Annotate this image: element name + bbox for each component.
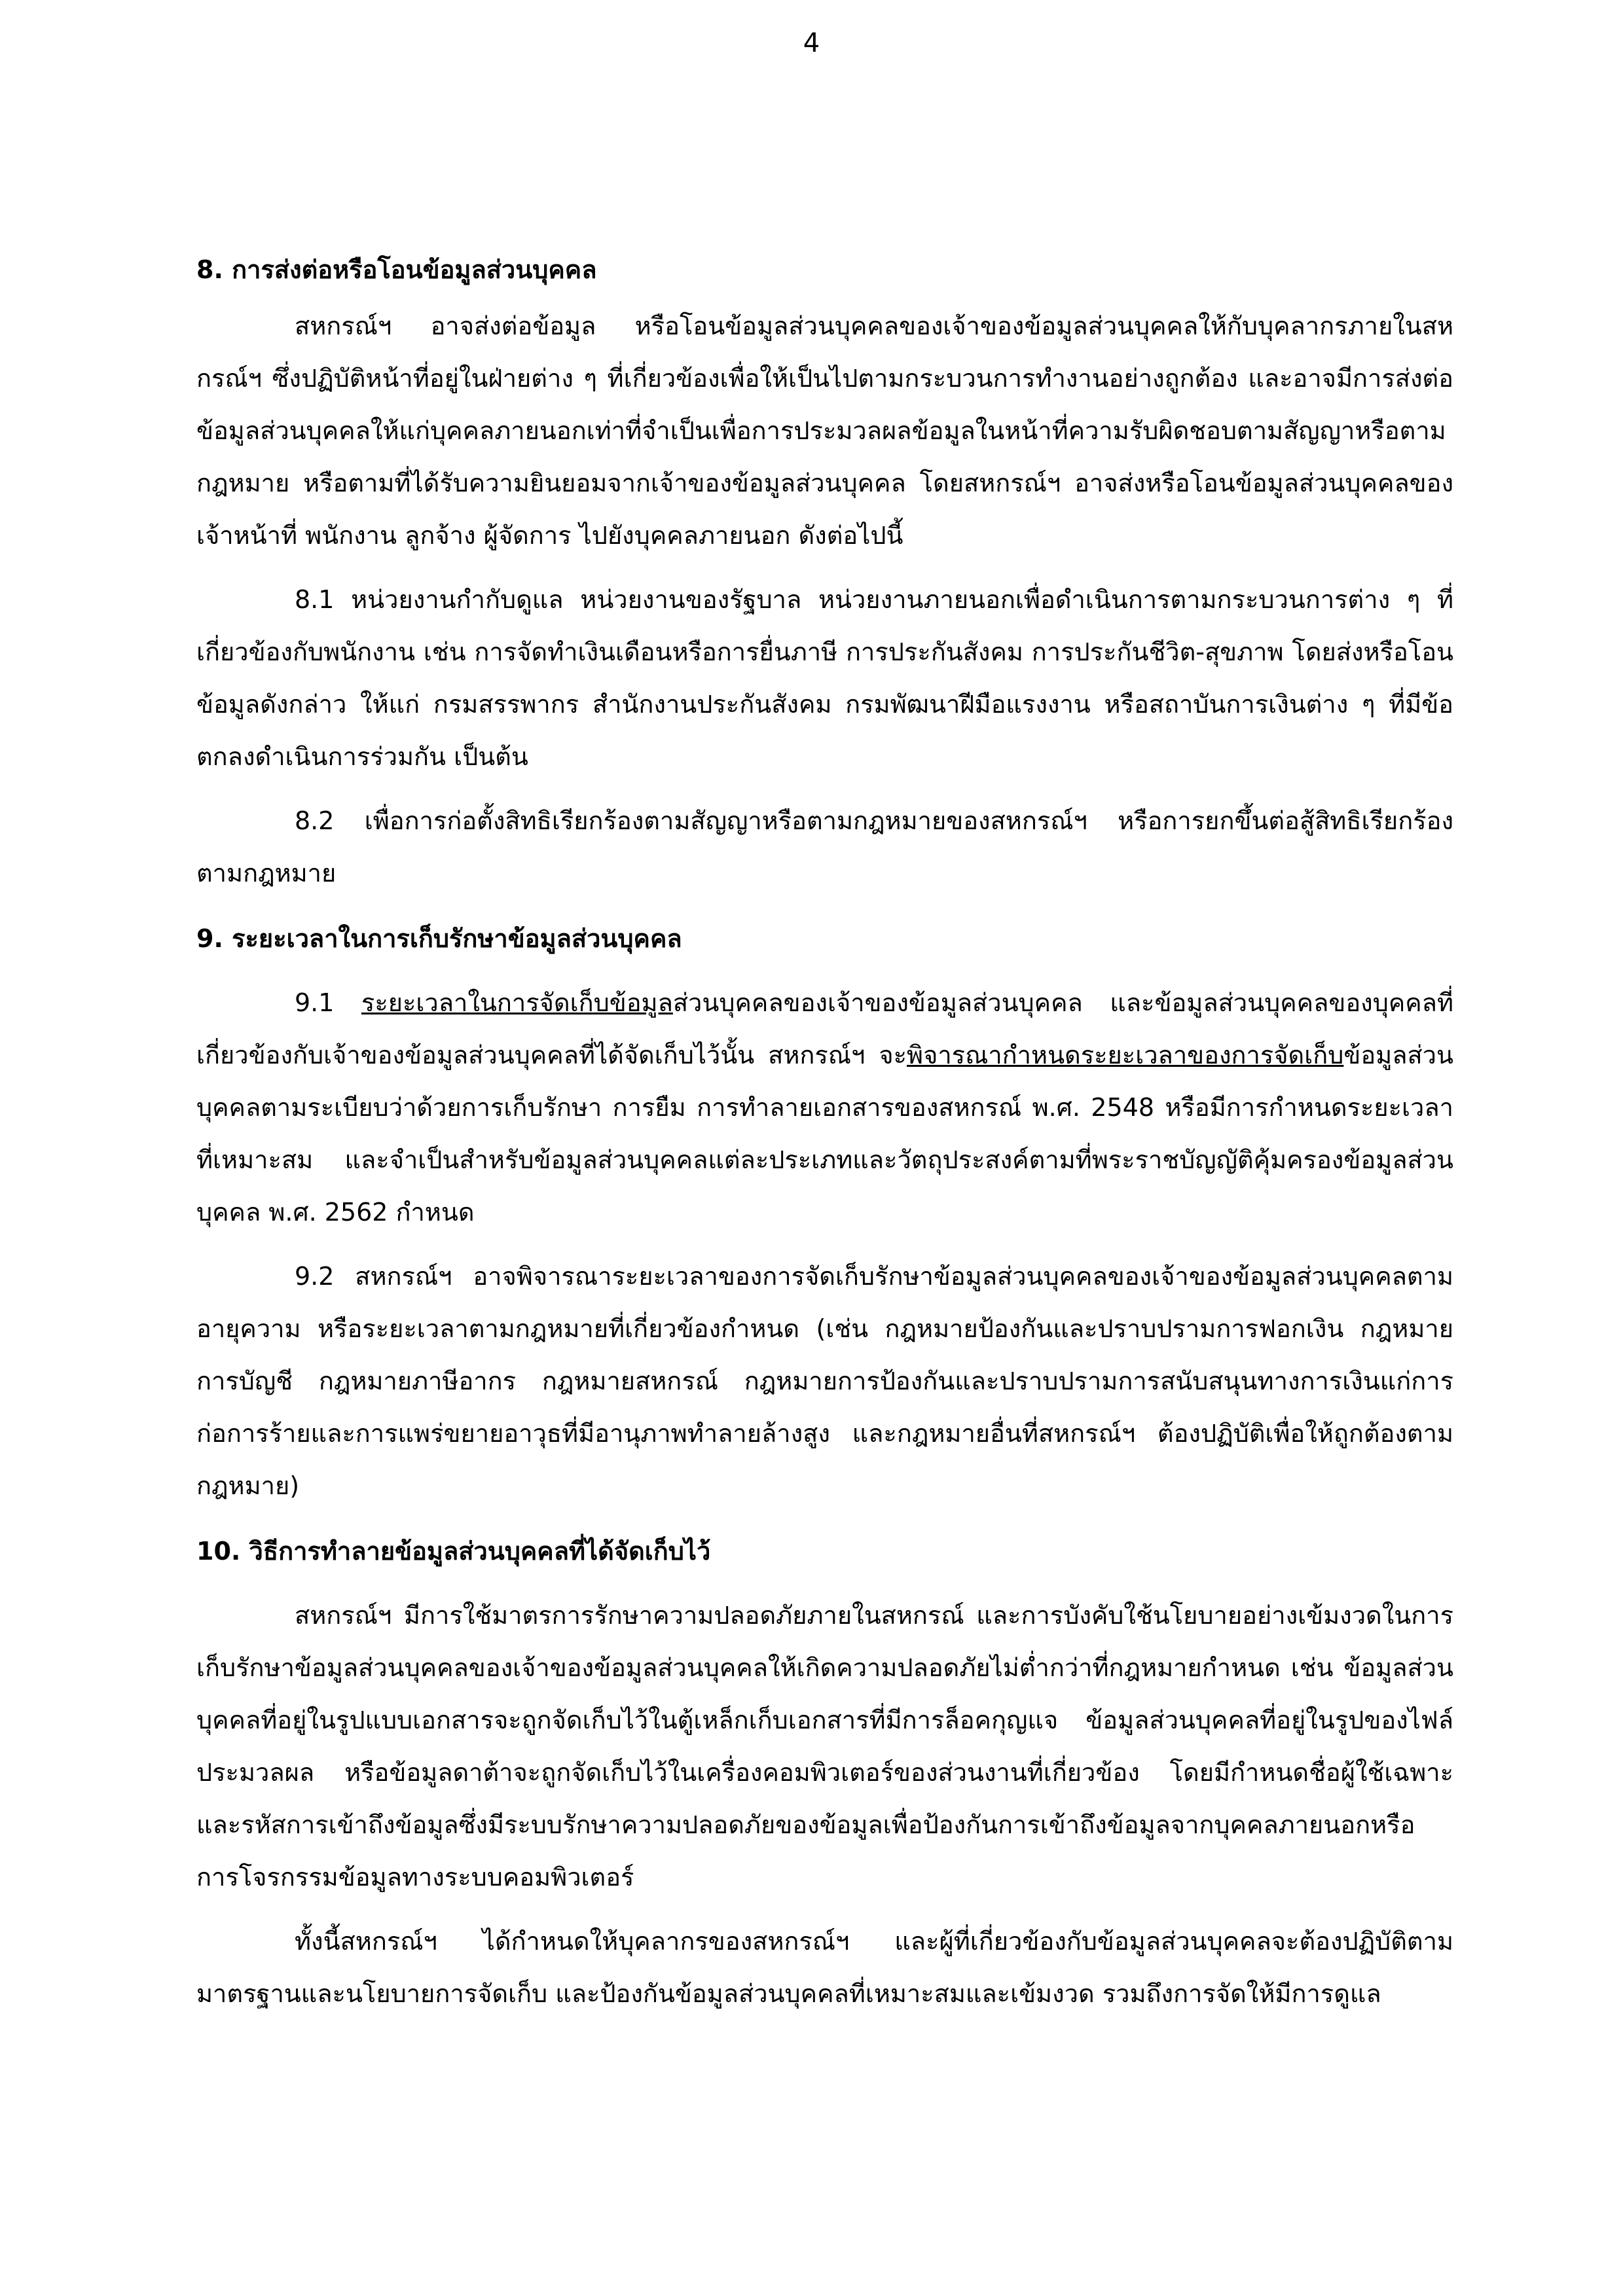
- section-9-1-underline-retention: ระยะเวลาในการจัดเก็บข้อมูล: [361, 988, 673, 1017]
- section-10-heading: 10. วิธีการทำลายข้อมูลส่วนบุคคลที่ได้จัดเก็บไว้: [196, 1537, 711, 1566]
- section-8-intro-paragraph: สหกรณ์ฯ อาจส่งต่อข้อมูล หรือโอนข้อมูลส่วนบุคคลของเจ้าของข้อมูลส่วนบุคคลให้กับบุคลากรภายในสหกรณ์ฯ ซึ่งปฏิบัติหน้าที่อยู่ในฝ่ายต่าง ๆ ที่เกี่ยวข้องเพื่อให้เป็นไปตามกระบวนการทำงานอย่างถูกต้อง และอาจมีการส่งต่อข้อมูลส่วนบุคคลให้แก่บุคคลภายนอกเท่าที่จำเป็นเพื่อการประมวลผลข้อมูลในหน้าที่ความรับผิดชอบตามสัญญาหรือตามกฎหมาย หรือตามที่ได้รับความยินยอมจากเจ้าของข้อมูลส่วนบุคคล โดยสหกรณ์ฯ อาจส่งหรือโอนข้อมูลส่วนบุคคลของเจ้าหน้าที่ พนักงาน ลูกจ้าง ผู้จัดการ ไปยังบุคคลภายนอก ดังต่อไปนี้: [196, 312, 1453, 550]
- section-9-1-paragraph: [196, 977, 1453, 1238]
- page-number: 4: [803, 28, 820, 58]
- page-content: [196, 243, 1453, 2020]
- section-9-1-text-b: ข้อมูลส่วนบุคคลตามระเบียบว่าด้วยการเก็บรักษา การยืม การทำลายเอกสารของสหกรณ์ พ.ศ. 2548 หรือมีการกำหนดระยะเวลาที่เหมาะสม และจำเป็นสำหรับข้อมูลส่วนบุคคลแต่ละประเภทและวัตถุประสงค์ตามที่พระราชบัญญัติคุ้มครองข้อมูลส่วนบุคคล พ.ศ. 2562 กำหนด: [196, 1041, 1453, 1227]
- section-8-1-paragraph: 8.1 หน่วยงานกำกับดูแล หน่วยงานของรัฐบาล หน่วยงานภายนอกเพื่อดำเนินการตามกระบวนการต่าง ๆ ที่เกี่ยวข้องกับพนักงาน เช่น การจัดทำเงินเดือนหรือการยื่นภาษี การประกันสังคม การประกันชีวิต-สุขภาพ โดยส่งหรือโอนข้อมูลดังกล่าว ให้แก่ กรมสรรพากร สำนักงานประกันสังคม กรมพัฒนาฝีมือแรงงาน หรือสถาบันการเงินต่าง ๆ ที่มีข้อตกลงดำเนินการร่วมกัน เป็นต้น: [196, 585, 1453, 771]
- section-9-2-paragraph: 9.2 สหกรณ์ฯ อาจพิจารณาระยะเวลาของการจัดเก็บรักษาข้อมูลส่วนบุคคลของเจ้าของข้อมูลส่วนบุคคลตามอายุความ หรือระยะเวลาตามกฎหมายที่เกี่ยวข้องกำหนด (เช่น กฎหมายป้องกันและปราบปรามการฟอกเงิน กฎหมายการบัญชี กฎหมายภาษีอากร กฎหมายสหกรณ์ กฎหมายการป้องกันและปราบปรามการสนับสนุนทางการเงินแก่การก่อการร้ายและการแพร่ขยายอาวุธที่มีอานุภาพทำลายล้างสูง และกฎหมายอื่นที่สหกรณ์ฯ ต้องปฏิบัติเพื่อให้ถูกต้องตามกฎหมาย): [196, 1262, 1453, 1500]
- section-9-1-underline-period: พิจารณากำหนดระยะเวลาของการจัดเก็บ: [907, 1041, 1344, 1069]
- section-10-paragraph-1: สหกรณ์ฯ มีการใช้มาตรการรักษาความปลอดภัยภายในสหกรณ์ และการบังคับใช้นโยบายอย่างเข้มงวดในการเก็บรักษาข้อมูลส่วนบุคคลของเจ้าของข้อมูลส่วนบุคคลให้เกิดความปลอดภัยไม่ต่ำกว่าที่กฎหมายกำหนด เช่น ข้อมูลส่วนบุคคลที่อยู่ในรูปแบบเอกสารจะถูกจัดเก็บไว้ในตู้เหล็กเก็บเอกสารที่มีการล็อคกุญแจ ข้อมูลส่วนบุคคลที่อยู่ในรูปของไฟล์ประมวลผล หรือข้อมูลดาต้าจะถูกจัดเก็บไว้ในเครื่องคอมพิวเตอร์ของส่วนงานที่เกี่ยวข้อง โดยมีกำหนดชื่อผู้ใช้เฉพาะ และรหัสการเข้าถึงข้อมูลซึ่งมีระบบรักษาความปลอดภัยของข้อมูลเพื่อป้องกันการเข้าถึงข้อมูลจากบุคคลภายนอกหรือการโจรกรรมข้อมูลทางระบบคอมพิวเตอร์: [196, 1601, 1453, 1892]
- section-9-1-text-a: ส่วนบุคคลของเจ้าของข้อมูลส่วนบุคคล และข้อมูลส่วนบุคคลของบุคคลที่เกี่ยวข้องกับเจ้าของข้อมูลส่วนบุคคลที่ได้จัดเก็บไว้นั้น สหกรณ์ฯ จะ: [196, 988, 1454, 1069]
- section-8-2-paragraph: 8.2 เพื่อการก่อตั้งสิทธิเรียกร้องตามสัญญาหรือตามกฎหมายของสหกรณ์ฯ หรือการยกขึ้นต่อสู้สิทธิเรียกร้องตามกฎหมาย: [196, 806, 1453, 888]
- section-9-1-number: 9.1: [295, 988, 361, 1017]
- section-9-heading: 9. ระยะเวลาในการเก็บรักษาข้อมูลส่วนบุคคล: [196, 924, 682, 953]
- section-10-paragraph-2: ทั้งนี้สหกรณ์ฯ ได้กำหนดให้บุคลากรของสหกรณ์ฯ และผู้ที่เกี่ยวข้องกับข้อมูลส่วนบุคคลจะต้องปฏิบัติตามมาตรฐานและนโยบายการจัดเก็บ และป้องกันข้อมูลส่วนบุคคลที่เหมาะสมและเข้มงวด รวมถึงการจัดให้มีการดูแล: [196, 1927, 1453, 2008]
- section-8-heading: 8. การส่งต่อหรือโอนข้อมูลส่วนบุคคล: [196, 255, 597, 284]
